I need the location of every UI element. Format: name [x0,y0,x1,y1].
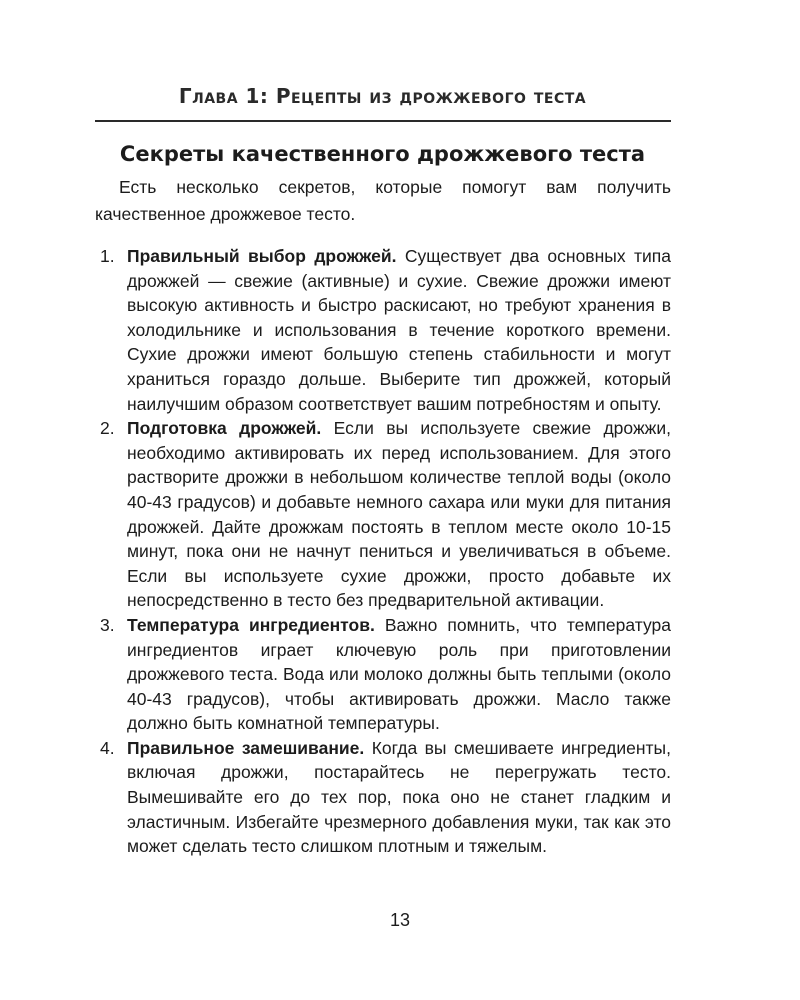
item-number: 3. [100,614,115,635]
intro-paragraph: Есть несколько секретов, которые помогут вам получить качественное дрожжевое тесто. [95,177,671,224]
page-number: 13 [389,910,411,930]
item-number: 2. [100,418,115,439]
item-text: Если вы используете свежие дрожжи, необходимо активировать их перед использованием. Для этого растворите дрожжи в небольшом количестве теплой воды (около 40-43 градусов) и добавьте немного сахара или муки для питания дрожжей. Дайте дрожжам постоять в теплом месте около 10-15 минут, пока они не начнут пениться и увеличиваться в объеме. Если вы используете сухие дрожжи, просто добавьте их непосредственно в тесто без предварительной активации. [127,418,671,611]
section-title: Секреты качественного дрожжевого теста [119,142,646,166]
item-number: 1. [100,246,115,266]
item-lead: Подготовка дрожжей. [127,418,322,439]
list-item [95,416,671,613]
item-number: 4. [100,737,115,758]
running-head: Глава 1: Рецепты из дрожжевого теста [178,84,587,108]
item-lead: Температура ингредиентов. [127,614,375,635]
list-item [95,736,671,859]
item-text: Существует два основных типа дрожжей — свежие (активные) и сухие. Свежие дрожжи имеют высокую активность и быстро раскисают, но требуют хранения в холодильнике и использования в течение короткого времени. Сухие дрожжи имеют большую степень стабильности и могут храниться гораздо дольше. Выберите тип дрожжей, который наилучшим образом соответствует вашим потребностям и опыту. [127,246,671,414]
list-item [95,613,671,736]
list-item [95,244,671,416]
item-lead: Правильное замешивание. [127,737,365,758]
tips-list [95,244,671,859]
header-rule [95,120,671,122]
item-text: Важно помнить, что температура ингредиентов играет ключевую роль при приготовлении дрожжевого теста. Вода или молоко должны быть теплыми (около 40-43 градусов), чтобы активировать дрожжи. Масло также должно быть комнатной температуры. [127,614,671,734]
item-text: Когда вы смешиваете ингредиенты, включая дрожжи, постарайтесь не перегружать тесто. Вымешивайте его до тех пор, пока оно не станет гладким и эластичным. Избегайте чрезмерного добавления муки, так как это может сделать тесто слишком плотным и тяжелым. [127,737,671,857]
item-lead: Правильный выбор дрожжей. [127,246,397,266]
